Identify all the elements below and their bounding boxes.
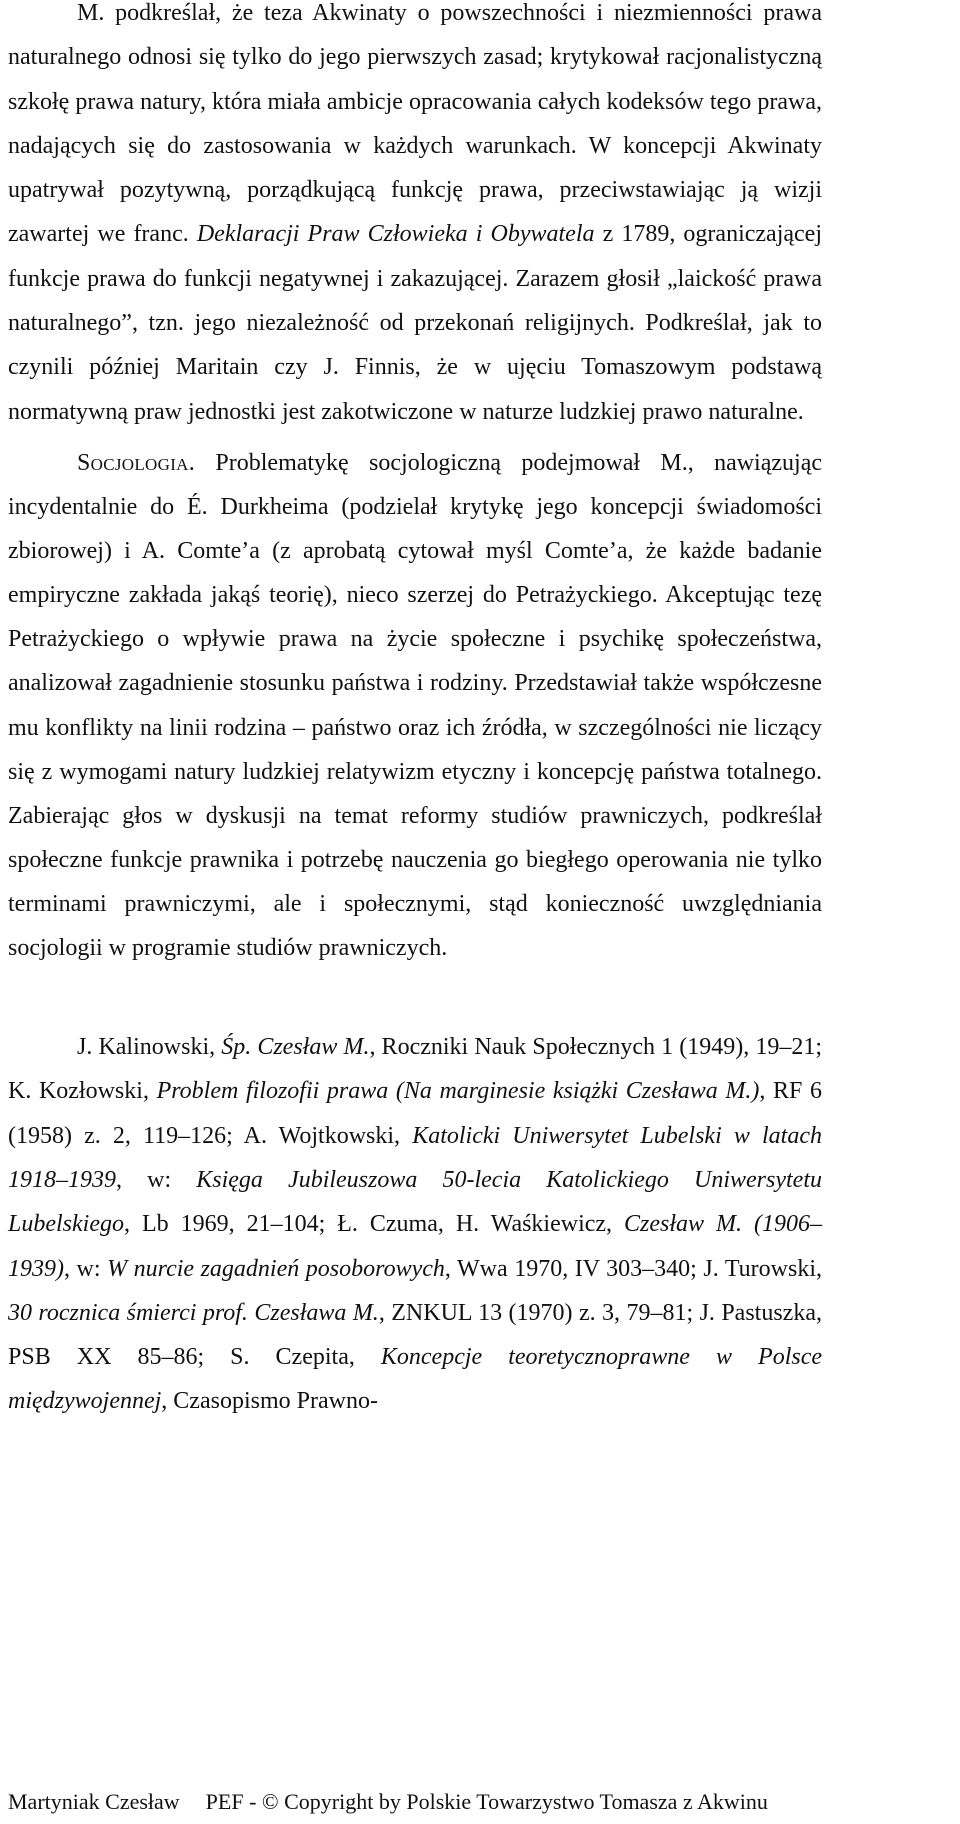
- bib-title: Koncepcje teoretycznoprawne w Polsce międzywojennej: [8, 1344, 823, 1415]
- bib-title: Katolicki Uniwersytet Lubelski w latach 1918–1939: [8, 1122, 822, 1193]
- paragraph-natural-law: [8, 0, 822, 434]
- paragraph-text-1: M. podkreślał, że teza Akwinaty o powszechności i niezmienności prawa naturalnego odnosi się tylko do jego pierwszych zasad; krytykował racjonalistyczną szkołę prawa natury, która miała ambicje opracowania całych kodeksów tego prawa, nadających się do zastosowania w każdych warunkach. W koncepcji Akwinaty upatrywał pozytywną, porządkującą funkcję prawa, przeciwstawiając ją wizji zawartej we franc.: [8, 0, 822, 248]
- bib-title: Czesław M. (1906–1939): [8, 1211, 823, 1282]
- bib-text: , w:: [64, 1255, 108, 1282]
- bib-title: Śp. Czesław M.: [221, 1034, 370, 1061]
- page-footer: [8, 1789, 838, 1815]
- bib-title: W nurcie zagadnień posoborowych: [107, 1255, 445, 1282]
- bib-text: , w:: [116, 1166, 197, 1193]
- bib-text: , Lb 1969, 21–104; Ł. Czuma, H. Waśkiewicz,: [123, 1211, 625, 1238]
- paragraph-sociology-text: Problematykę socjologiczną podejmował M., nawiązując incydentalnie do É. Durkheima (podzielał krytykę jego koncepcji świadomości zbiorowej) i A. Comte’a (z aprobatą cytował myśl Comte’a, że każde badanie empiryczne zakłada jakąś teorię), nieco szerzej do Petrażyckiego. Akceptując tezę Petrażyckiego o wpływie prawa na życie społeczne i psychikę społeczeństwa, analizował zagadnienie stosunku państwa i rodziny. Przedstawiał także współczesne mu konflikty na linii rodzina – państwo oraz ich źródła, w szczególności nie liczący się z wymogami natury ludzkiej relatywizm etyczny i koncepcję państwa totalnego. Zabierając głos w dyskusji na temat reformy studiów prawniczych, podkreślał społeczne funkcje prawnika i potrzebę nauczenia go biegłego operowania nie tylko terminami prawniczymi, ale i społecznymi, stąd konieczność uwzględniania socjologii w programie studiów prawniczych.: [8, 449, 822, 961]
- bib-title: Księga Jubileuszowa 50-lecia Katolickiego Uniwersytetu Lubelskiego: [8, 1166, 822, 1238]
- footer-copyright: PEF - © Copyright by Polskie Towarzystwo Tomasza z Akwinu: [205, 1789, 768, 1814]
- bib-text: , Wwa 1970, IV 303–340; J. Turowski,: [444, 1255, 822, 1282]
- section-heading-sociology: Socjologia.: [77, 449, 196, 476]
- bib-text: , RF 6 (1958) z. 2, 119–126; A. Wojtkowski,: [8, 1078, 823, 1149]
- bibliography: [8, 1025, 822, 1424]
- bib-title: Problem filozofii prawa (Na marginesie książki Czesława M.): [156, 1078, 760, 1105]
- footer-author: Martyniak Czesław: [8, 1789, 180, 1814]
- document-page: [8, 0, 822, 1424]
- bib-text: , Czasopismo Prawno-: [161, 1388, 378, 1415]
- bib-text: , Roczniki Nauk Społecznych 1 (1949), 19–21; K. Kozłowski,: [8, 1034, 823, 1105]
- declaration-title: Deklaracji Praw Człowieka i Obywatela: [196, 221, 595, 248]
- paragraph-sociology: [8, 441, 822, 970]
- bib-title: 30 rocznica śmierci prof. Czesława M.: [8, 1299, 379, 1326]
- bib-text: J. Kalinowski,: [77, 1034, 222, 1061]
- bib-text: , ZNKUL 13 (1970) z. 3, 79–81; J. Pastuszka, PSB XX 85–86; S. Czepita,: [8, 1299, 822, 1371]
- paragraph-text-2: z 1789, ograniczającej funkcje prawa do funkcji negatywnej i zakazującej. Zarazem głosił „laickość prawa naturalnego”, tzn. jego niezależność od przekonań religijnych. Podkreślał, jak to czynili później Maritain czy J. Finnis, że w ujęciu Tomaszowym podstawą normatywną praw jednostki jest zakotwiczone w naturze ludzkiej prawo naturalne.: [8, 221, 822, 425]
